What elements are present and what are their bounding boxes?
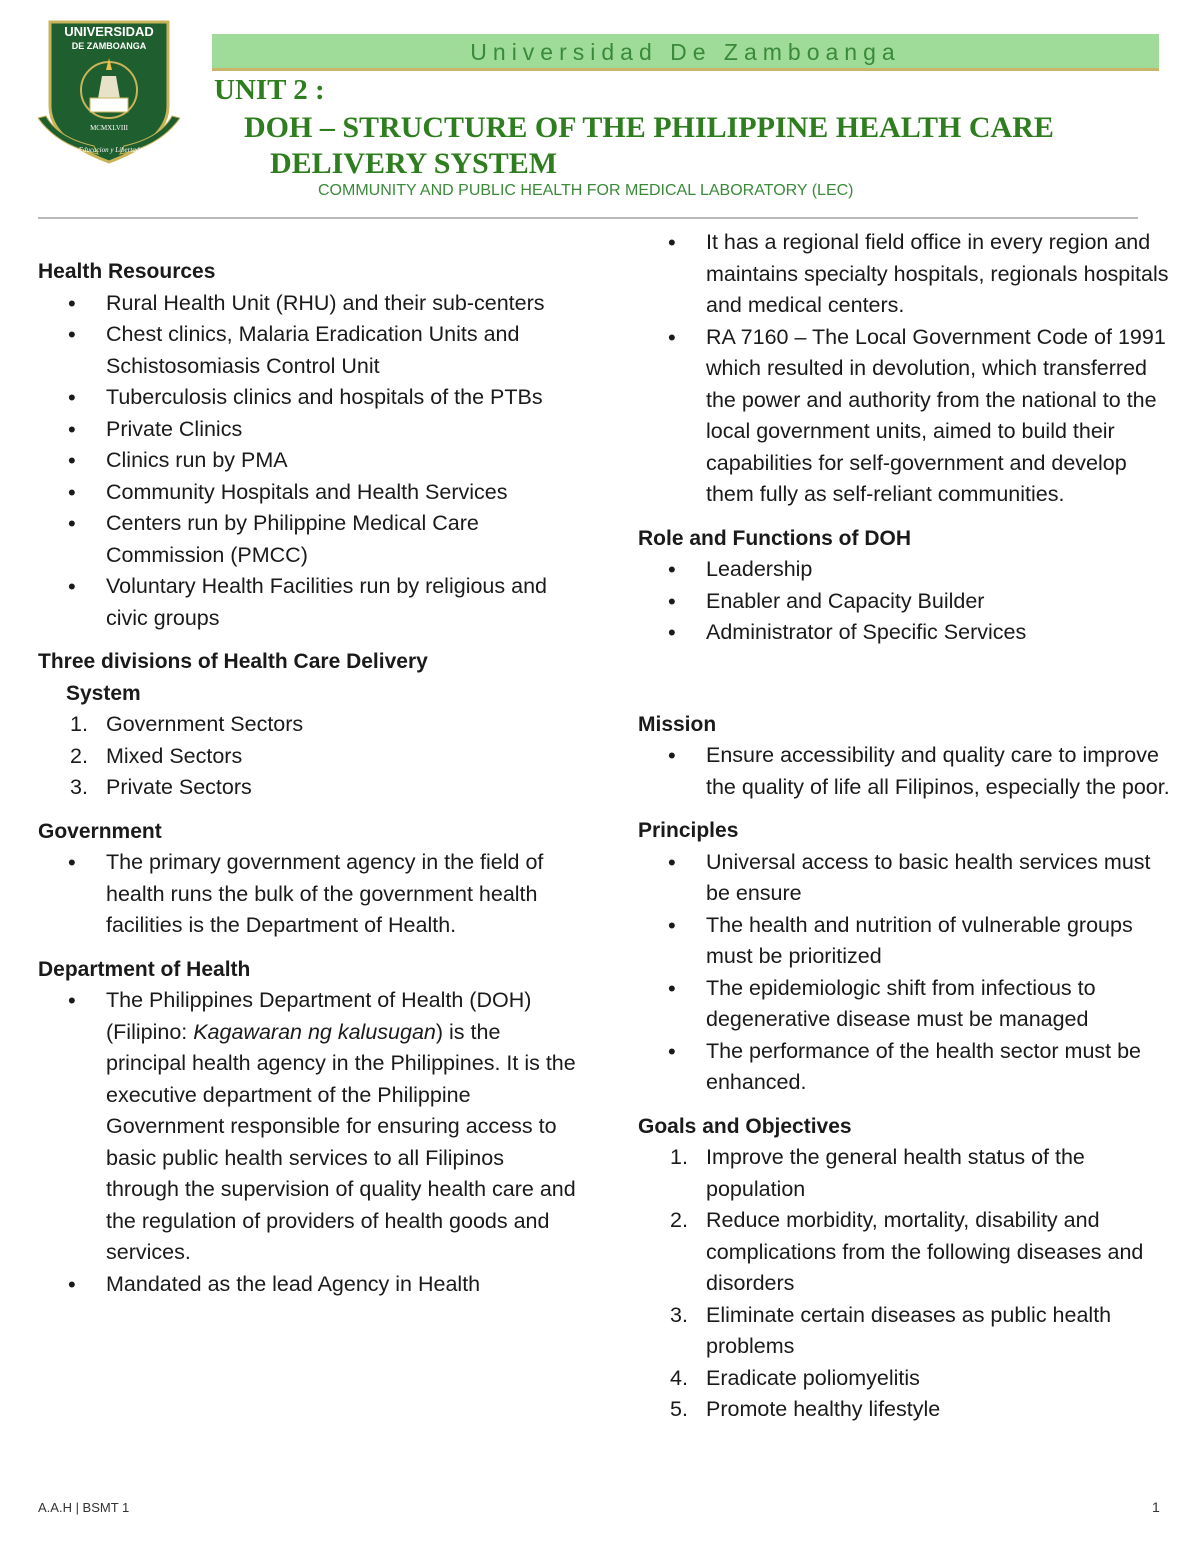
list-item [638,1205,1173,1300]
divisions-heading-line-2: System [66,681,141,705]
list-item: • Leadership [638,554,1173,586]
list-number: 4. [670,1365,688,1390]
roles-list [638,554,1173,649]
goals-heading: Goals and Objectives [638,1114,852,1138]
left-column [38,256,578,1312]
list-item [638,1142,1173,1205]
list-item [638,1300,1173,1363]
goals-list [638,1142,1173,1426]
page-number: 1 [1152,1499,1160,1515]
mission-heading: Mission [638,712,717,736]
list-text: Government Sectors [106,712,304,736]
course-subtitle: COMMUNITY AND PUBLIC HEALTH FOR MEDICAL LABORATORY (LEC) [318,182,854,199]
list-number: 5. [670,1397,688,1421]
list-text: Reduce morbidity, mortality, disability and complications from the following diseases and disorders [706,1208,1144,1295]
list-item: • Voluntary Health Facilities run by religious and civic groups [38,571,578,634]
list-item [38,985,578,1269]
principles-list [638,847,1173,1099]
list-item [38,709,578,741]
list-item: • The epidemiologic shift from infectious to degenerative disease must be managed [638,973,1173,1036]
list-item: • Chest clinics, Malaria Eradication Units and Schistosomiasis Control Unit [38,319,578,382]
doh-text-pre: The Philippines Department of Health (DOH) (Filipino: [106,988,532,1044]
list-item: • Mandated as the lead Agency in Health [38,1269,578,1301]
doh-continued-list [638,227,1173,511]
list-number: 3. [70,775,88,799]
mission-list [638,740,1173,803]
list-item: • Administrator of Specific Services [638,617,1173,649]
list-item: • RA 7160 – The Local Government Code of 1991 which resulted in devolution, which transferred the power and authority from the national to the local government units, aimed to build their capabilities for self-government and develop them fully as self-reliant communities. [638,322,1173,511]
title-line-1: DOH – STRUCTURE OF THE PHILIPPINE HEALTH CARE [244,111,1054,144]
list-item: • Ensure accessibility and quality care to improve the quality of life all Filipinos, especially the poor. [638,740,1173,803]
logo-text-top: UNIVERSIDAD [64,24,154,39]
right-column [638,227,1173,1438]
list-item: • It has a regional field office in every region and maintains specialty hospitals, regionals hospitals and medical centers. [638,227,1173,322]
spacer [638,661,1173,709]
health-resources-list [38,288,578,635]
list-item: • The health and nutrition of vulnerable groups must be prioritized [638,910,1173,973]
university-logo [38,18,180,166]
page-title [244,110,1054,182]
list-item: • Universal access to basic health services must be ensure [638,847,1173,910]
list-item: • Tuberculosis clinics and hospitals of the PTBs [38,382,578,414]
list-item: • Clinics run by PMA [38,445,578,477]
list-text: Improve the general health status of the population [706,1145,1085,1201]
doh-text-post: ) is the principal health agency in the Philippines. It is the executive department of the Philippine Government responsible for ensuring access to basic public health services to all Filipinos through the supervision of quality health care and the regulation of providers of health goods and services. [106,1019,576,1264]
list-item: • The performance of the health sector must be enhanced. [638,1036,1173,1099]
list-item: • Community Hospitals and Health Services [38,477,578,509]
list-text: Promote healthy lifestyle [706,1397,941,1421]
doh-heading: Department of Health [38,957,251,981]
roles-heading: Role and Functions of DOH [638,526,911,550]
list-item: • Rural Health Unit (RHU) and their sub-centers [38,288,578,320]
logo-year: MCMXLVIII [90,124,128,132]
list-text: Eradicate poliomyelitis [706,1365,920,1390]
list-item: • Enabler and Capacity Builder [638,586,1173,618]
header-divider [38,217,1138,219]
list-item [38,772,578,804]
list-item [38,741,578,773]
list-number: 1. [70,712,88,736]
principles-heading: Principles [638,819,739,842]
government-heading: Government [38,819,162,843]
list-item [638,1363,1173,1395]
list-number: 1. [670,1145,688,1169]
logo-motto: Educacion y Libertad [78,146,140,154]
unit-label: UNIT 2 : [214,74,325,106]
list-item: • Private Clinics [38,414,578,446]
doh-text-filipino: Kagawaran ng kalusugan [193,1019,436,1044]
list-item: • The primary government agency in the field of health runs the bulk of the government health facilities is the Department of Health. [38,847,578,942]
list-item: • Centers run by Philippine Medical Care Commission (PMCC) [38,508,578,571]
list-item [638,1394,1173,1426]
divisions-list [38,709,578,804]
logo-text-mid: DE ZAMBOANGA [71,41,147,51]
title-line-2: DELIVERY SYSTEM [270,147,558,180]
list-text: Mixed Sectors [106,743,243,768]
divisions-heading-line-1: Three divisions of Health Care Delivery [38,650,428,673]
list-text: Private Sectors [106,775,252,799]
divisions-heading [38,646,578,709]
doh-list [38,985,578,1300]
health-resources-heading: Health Resources [38,260,216,283]
list-number: 2. [670,1208,688,1232]
list-text: Eliminate certain diseases as public health problems [706,1302,1112,1358]
footer-author: A.A.H | BSMT 1 [38,1500,130,1515]
list-number: 2. [70,743,88,768]
university-banner: Universidad De Zamboanga [212,34,1159,71]
list-number: 3. [670,1302,688,1327]
government-list [38,847,578,942]
